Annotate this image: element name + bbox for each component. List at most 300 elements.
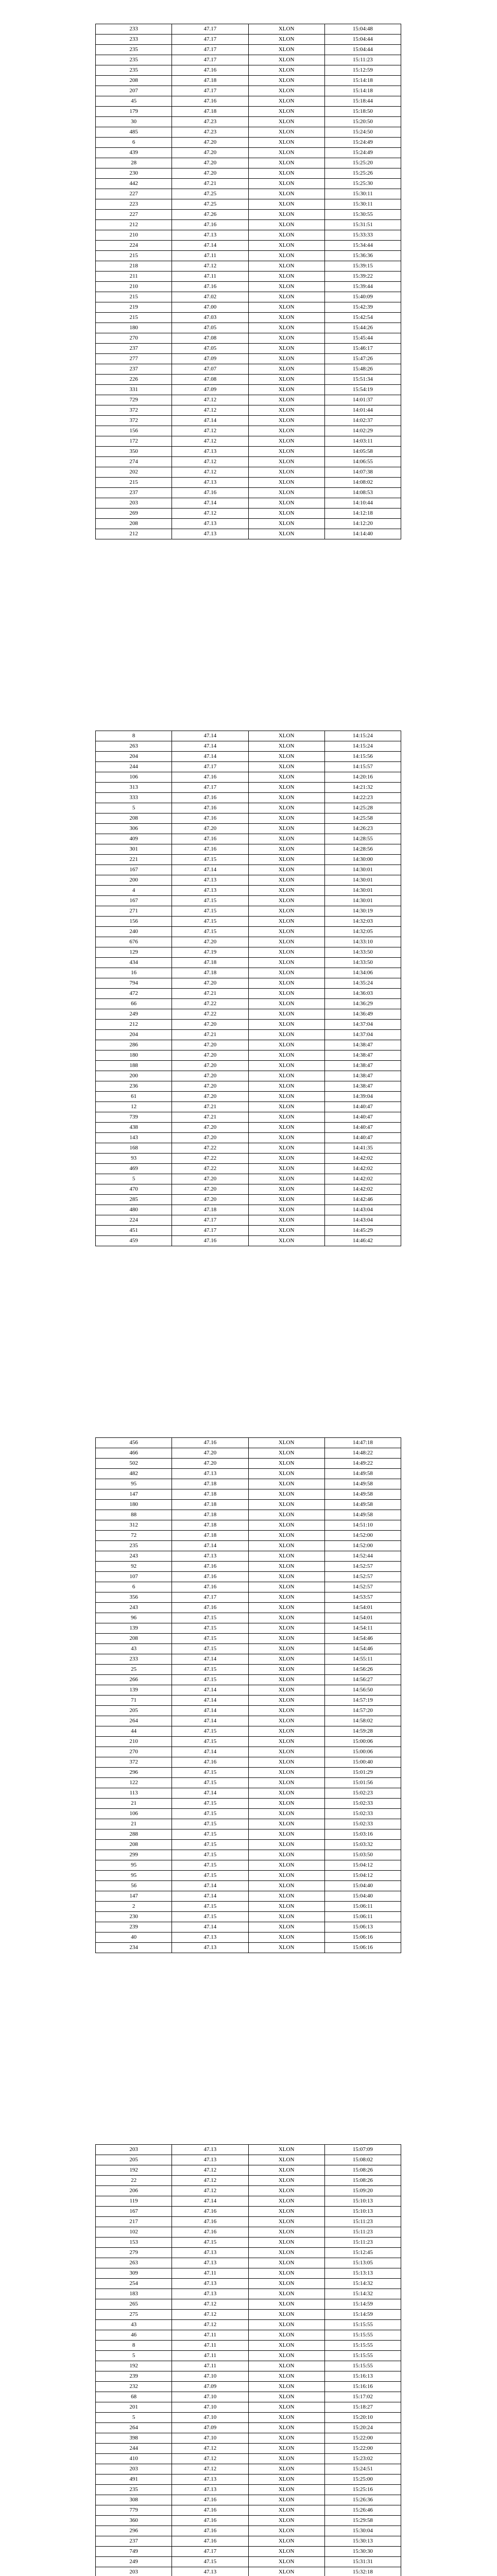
table-row: [96, 354, 401, 364]
venue-cell: XLON: [248, 251, 324, 261]
table-row: [96, 927, 401, 937]
price-cell: 47.09: [172, 2423, 248, 2433]
venue-cell: XLON: [248, 1592, 324, 1603]
volume-cell: 442: [96, 179, 172, 189]
volume-cell: 749: [96, 2547, 172, 2557]
table-row: [96, 2351, 401, 2361]
time-cell: 14:33:10: [324, 937, 401, 947]
price-cell: 47.15: [172, 1871, 248, 1881]
time-cell: 14:49:58: [324, 1500, 401, 1510]
price-cell: 47.14: [172, 1696, 248, 1706]
time-cell: 14:02:29: [324, 426, 401, 436]
price-cell: 47.15: [172, 1860, 248, 1871]
time-cell: 15:25:20: [324, 158, 401, 168]
volume-cell: 215: [96, 292, 172, 302]
volume-cell: 167: [96, 865, 172, 875]
table-row: [96, 1912, 401, 1922]
volume-cell: 676: [96, 937, 172, 947]
time-cell: 14:54:01: [324, 1603, 401, 1613]
venue-cell: XLON: [248, 2330, 324, 2341]
table-row: [96, 2444, 401, 2454]
price-cell: 47.13: [172, 478, 248, 488]
venue-cell: XLON: [248, 1489, 324, 1500]
venue-cell: XLON: [248, 2341, 324, 2351]
venue-cell: XLON: [248, 1623, 324, 1634]
price-cell: 47.15: [172, 1768, 248, 1778]
volume-cell: 230: [96, 168, 172, 179]
venue-cell: XLON: [248, 395, 324, 405]
volume-cell: 308: [96, 2495, 172, 2505]
table-row: [96, 2238, 401, 2248]
venue-cell: XLON: [248, 1613, 324, 1623]
venue-cell: XLON: [248, 1092, 324, 1102]
venue-cell: XLON: [248, 1133, 324, 1143]
volume-cell: 16: [96, 968, 172, 978]
volume-cell: 180: [96, 1500, 172, 1510]
table-row: [96, 855, 401, 865]
volume-cell: 6: [96, 138, 172, 148]
price-cell: 47.16: [172, 814, 248, 824]
time-cell: 15:08:26: [324, 2165, 401, 2176]
venue-cell: XLON: [248, 2444, 324, 2454]
venue-cell: XLON: [248, 1644, 324, 1654]
volume-cell: 244: [96, 2444, 172, 2454]
table-row: [96, 2289, 401, 2299]
price-cell: 47.12: [172, 261, 248, 272]
time-cell: 15:31:51: [324, 220, 401, 230]
venue-cell: XLON: [248, 1112, 324, 1123]
price-cell: 47.20: [172, 1061, 248, 1071]
price-cell: 47.00: [172, 302, 248, 313]
time-cell: 15:03:50: [324, 1850, 401, 1860]
volume-cell: 224: [96, 241, 172, 251]
price-cell: 47.15: [172, 1634, 248, 1644]
volume-cell: 233: [96, 35, 172, 45]
venue-cell: XLON: [248, 1654, 324, 1665]
price-cell: 47.25: [172, 189, 248, 199]
price-cell: 47.21: [172, 989, 248, 999]
price-cell: 47.20: [172, 1195, 248, 1205]
time-cell: 15:15:55: [324, 2330, 401, 2341]
venue-cell: XLON: [248, 2299, 324, 2310]
time-cell: 15:04:44: [324, 45, 401, 55]
volume-cell: 360: [96, 2516, 172, 2526]
volume-cell: 88: [96, 1510, 172, 1520]
volume-cell: 147: [96, 1891, 172, 1902]
venue-cell: XLON: [248, 436, 324, 447]
volume-cell: 102: [96, 2227, 172, 2238]
price-cell: 47.13: [172, 1933, 248, 1943]
price-cell: 47.20: [172, 1092, 248, 1102]
time-cell: 15:39:44: [324, 282, 401, 292]
time-cell: 15:04:40: [324, 1881, 401, 1891]
venue-cell: XLON: [248, 1902, 324, 1912]
time-cell: 15:23:02: [324, 2454, 401, 2464]
time-cell: 15:30:30: [324, 2547, 401, 2557]
venue-cell: XLON: [248, 210, 324, 220]
venue-cell: XLON: [248, 1195, 324, 1205]
table-row: [96, 416, 401, 426]
venue-cell: XLON: [248, 45, 324, 55]
table-row: [96, 1592, 401, 1603]
price-cell: 47.10: [172, 2392, 248, 2402]
table-row: [96, 1572, 401, 1582]
time-cell: 15:03:16: [324, 1829, 401, 1840]
volume-cell: 46: [96, 2330, 172, 2341]
table-row: [96, 364, 401, 375]
venue-cell: XLON: [248, 457, 324, 467]
volume-cell: 183: [96, 2289, 172, 2299]
time-cell: 14:43:04: [324, 1215, 401, 1226]
table-row: [96, 2485, 401, 2495]
venue-cell: XLON: [248, 2413, 324, 2423]
volume-cell: 208: [96, 519, 172, 529]
price-cell: 47.14: [172, 1654, 248, 1665]
table-row: [96, 1195, 401, 1205]
volume-cell: 153: [96, 2238, 172, 2248]
table-row: [96, 1799, 401, 1809]
time-cell: 15:15:55: [324, 2361, 401, 2371]
time-cell: 15:29:58: [324, 2516, 401, 2526]
price-cell: 47.16: [172, 793, 248, 803]
price-cell: 47.02: [172, 292, 248, 302]
volume-cell: 92: [96, 1562, 172, 1572]
price-cell: 47.16: [172, 1572, 248, 1582]
venue-cell: XLON: [248, 1757, 324, 1768]
volume-cell: 459: [96, 1236, 172, 1246]
venue-cell: XLON: [248, 2433, 324, 2444]
venue-cell: XLON: [248, 2392, 324, 2402]
price-cell: 47.15: [172, 1623, 248, 1634]
table-row: [96, 1030, 401, 1040]
volume-cell: 208: [96, 814, 172, 824]
time-cell: 14:56:50: [324, 1685, 401, 1696]
volume-cell: 172: [96, 436, 172, 447]
venue-cell: XLON: [248, 1215, 324, 1226]
price-cell: 47.22: [172, 1143, 248, 1154]
price-cell: 47.14: [172, 1788, 248, 1799]
venue-cell: XLON: [248, 1891, 324, 1902]
time-cell: 14:15:57: [324, 762, 401, 772]
price-cell: 47.22: [172, 999, 248, 1009]
time-cell: 14:30:01: [324, 896, 401, 906]
price-cell: 47.14: [172, 1541, 248, 1551]
venue-cell: XLON: [248, 958, 324, 968]
time-cell: 14:21:32: [324, 783, 401, 793]
volume-cell: 208: [96, 1840, 172, 1850]
table-row: [96, 2547, 401, 2557]
price-cell: 47.12: [172, 2165, 248, 2176]
table-row: [96, 1226, 401, 1236]
table-row: [96, 2341, 401, 2351]
price-cell: 47.15: [172, 1778, 248, 1788]
volume-cell: 466: [96, 1448, 172, 1459]
venue-cell: XLON: [248, 1819, 324, 1829]
time-cell: 14:40:47: [324, 1102, 401, 1112]
time-cell: 14:30:01: [324, 886, 401, 896]
table-row: [96, 803, 401, 814]
venue-cell: XLON: [248, 1829, 324, 1840]
venue-cell: XLON: [248, 2351, 324, 2361]
time-cell: 15:25:26: [324, 168, 401, 179]
volume-cell: 350: [96, 447, 172, 457]
table-row: [96, 1675, 401, 1685]
venue-cell: XLON: [248, 741, 324, 752]
venue-cell: XLON: [248, 875, 324, 886]
price-cell: 47.15: [172, 1613, 248, 1623]
volume-cell: 107: [96, 1572, 172, 1582]
price-cell: 47.18: [172, 1520, 248, 1531]
time-cell: 14:30:00: [324, 855, 401, 865]
table-row: [96, 1623, 401, 1634]
table-row: [96, 220, 401, 230]
venue-cell: XLON: [248, 886, 324, 896]
price-cell: 47.15: [172, 906, 248, 917]
volume-cell: 271: [96, 906, 172, 917]
volume-cell: 205: [96, 1706, 172, 1716]
price-cell: 47.14: [172, 1747, 248, 1757]
volume-cell: 139: [96, 1685, 172, 1696]
price-cell: 47.12: [172, 426, 248, 436]
venue-cell: XLON: [248, 1778, 324, 1788]
table-row: [96, 2299, 401, 2310]
price-cell: 47.13: [172, 230, 248, 241]
venue-cell: XLON: [248, 855, 324, 865]
table-row: [96, 199, 401, 210]
volume-cell: 779: [96, 2505, 172, 2516]
volume-cell: 45: [96, 96, 172, 107]
table-row: [96, 1778, 401, 1788]
price-cell: 47.13: [172, 447, 248, 457]
price-cell: 47.11: [172, 2341, 248, 2351]
table-row: [96, 1706, 401, 1716]
time-cell: 15:04:48: [324, 24, 401, 35]
venue-cell: XLON: [248, 1174, 324, 1184]
time-cell: 14:54:46: [324, 1644, 401, 1654]
table-row: [96, 958, 401, 968]
time-cell: 14:03:11: [324, 436, 401, 447]
time-cell: 15:01:29: [324, 1768, 401, 1778]
price-cell: 47.10: [172, 2402, 248, 2413]
venue-cell: XLON: [248, 364, 324, 375]
price-cell: 47.15: [172, 917, 248, 927]
volume-cell: 25: [96, 1665, 172, 1675]
venue-cell: XLON: [248, 529, 324, 539]
time-cell: 14:51:10: [324, 1520, 401, 1531]
table-row: [96, 1922, 401, 1933]
venue-cell: XLON: [248, 220, 324, 230]
price-cell: 47.18: [172, 1205, 248, 1215]
price-cell: 47.13: [172, 1943, 248, 1953]
table-row: [96, 741, 401, 752]
table-row: [96, 467, 401, 478]
volume-cell: 204: [96, 752, 172, 762]
price-cell: 47.13: [172, 886, 248, 896]
table-row: [96, 1112, 401, 1123]
table-row: [96, 2165, 401, 2176]
venue-cell: XLON: [248, 1716, 324, 1726]
time-cell: 14:49:58: [324, 1479, 401, 1489]
table-row: [96, 1902, 401, 1912]
venue-cell: XLON: [248, 1572, 324, 1582]
venue-cell: XLON: [248, 375, 324, 385]
trade-table: [95, 24, 401, 539]
volume-cell: 215: [96, 313, 172, 323]
venue-cell: XLON: [248, 803, 324, 814]
time-cell: 15:22:00: [324, 2433, 401, 2444]
price-cell: 47.15: [172, 1850, 248, 1860]
table-row: [96, 1562, 401, 1572]
trade-table-page-3: [95, 1437, 401, 1953]
table-row: [96, 498, 401, 509]
table-row: [96, 395, 401, 405]
volume-cell: 210: [96, 282, 172, 292]
venue-cell: XLON: [248, 292, 324, 302]
venue-cell: XLON: [248, 906, 324, 917]
time-cell: 15:30:13: [324, 2536, 401, 2547]
time-cell: 14:38:47: [324, 1040, 401, 1050]
volume-cell: 147: [96, 1489, 172, 1500]
volume-cell: 122: [96, 1778, 172, 1788]
price-cell: 47.11: [172, 251, 248, 261]
time-cell: 14:32:05: [324, 927, 401, 937]
time-cell: 15:04:44: [324, 35, 401, 45]
volume-cell: 5: [96, 2351, 172, 2361]
volume-cell: 226: [96, 375, 172, 385]
table-row: [96, 2155, 401, 2165]
volume-cell: 244: [96, 762, 172, 772]
volume-cell: 470: [96, 1184, 172, 1195]
venue-cell: XLON: [248, 2176, 324, 2186]
table-row: [96, 1531, 401, 1541]
time-cell: 15:31:31: [324, 2557, 401, 2567]
volume-cell: 456: [96, 1438, 172, 1448]
time-cell: 15:13:05: [324, 2258, 401, 2268]
volume-cell: 372: [96, 416, 172, 426]
volume-cell: 212: [96, 220, 172, 230]
time-cell: 14:53:57: [324, 1592, 401, 1603]
venue-cell: XLON: [248, 2155, 324, 2165]
volume-cell: 227: [96, 189, 172, 199]
table-row: [96, 1696, 401, 1706]
table-row: [96, 1871, 401, 1881]
table-row: [96, 772, 401, 783]
price-cell: 47.21: [172, 1030, 248, 1040]
time-cell: 14:08:53: [324, 488, 401, 498]
table-row: [96, 179, 401, 189]
table-row: [96, 2495, 401, 2505]
venue-cell: XLON: [248, 1081, 324, 1092]
time-cell: 15:20:24: [324, 2423, 401, 2433]
volume-cell: 240: [96, 927, 172, 937]
time-cell: 14:42:46: [324, 1195, 401, 1205]
price-cell: 47.15: [172, 1799, 248, 1809]
price-cell: 47.19: [172, 947, 248, 958]
price-cell: 47.14: [172, 2196, 248, 2207]
venue-cell: XLON: [248, 793, 324, 803]
trade-table: [95, 731, 401, 1246]
price-cell: 47.11: [172, 272, 248, 282]
volume-cell: 331: [96, 385, 172, 395]
price-cell: 47.16: [172, 772, 248, 783]
venue-cell: XLON: [248, 272, 324, 282]
table-row: [96, 1850, 401, 1860]
time-cell: 14:52:00: [324, 1531, 401, 1541]
table-row: [96, 1479, 401, 1489]
time-cell: 15:01:56: [324, 1778, 401, 1788]
price-cell: 47.20: [172, 1081, 248, 1092]
volume-cell: 237: [96, 364, 172, 375]
price-cell: 47.12: [172, 2320, 248, 2330]
time-cell: 14:37:04: [324, 1020, 401, 1030]
volume-cell: 212: [96, 529, 172, 539]
venue-cell: XLON: [248, 2238, 324, 2248]
price-cell: 47.13: [172, 2475, 248, 2485]
price-cell: 47.13: [172, 2289, 248, 2299]
time-cell: 14:47:18: [324, 1438, 401, 1448]
table-row: [96, 107, 401, 117]
time-cell: 15:06:13: [324, 1922, 401, 1933]
venue-cell: XLON: [248, 2186, 324, 2196]
price-cell: 47.14: [172, 752, 248, 762]
volume-cell: 296: [96, 2526, 172, 2536]
volume-cell: 249: [96, 1009, 172, 1020]
time-cell: 14:05:58: [324, 447, 401, 457]
venue-cell: XLON: [248, 1154, 324, 1164]
venue-cell: XLON: [248, 731, 324, 741]
time-cell: 15:08:02: [324, 2155, 401, 2165]
table-row: [96, 519, 401, 529]
table-row: [96, 1184, 401, 1195]
time-cell: 14:46:42: [324, 1236, 401, 1246]
venue-cell: XLON: [248, 1531, 324, 1541]
table-row: [96, 333, 401, 344]
volume-cell: 285: [96, 1195, 172, 1205]
time-cell: 14:41:35: [324, 1143, 401, 1154]
table-row: [96, 1061, 401, 1071]
table-row: [96, 230, 401, 241]
volume-cell: 203: [96, 2567, 172, 2576]
time-cell: 15:12:45: [324, 2248, 401, 2258]
price-cell: 47.17: [172, 45, 248, 55]
time-cell: 15:24:49: [324, 148, 401, 158]
volume-cell: 239: [96, 2371, 172, 2382]
volume-cell: 235: [96, 1541, 172, 1551]
time-cell: 15:06:16: [324, 1943, 401, 1953]
venue-cell: XLON: [248, 1469, 324, 1479]
time-cell: 14:49:58: [324, 1469, 401, 1479]
time-cell: 15:15:55: [324, 2320, 401, 2330]
volume-cell: 235: [96, 65, 172, 76]
volume-cell: 313: [96, 783, 172, 793]
table-row: [96, 1613, 401, 1623]
table-row: [96, 1654, 401, 1665]
venue-cell: XLON: [248, 1123, 324, 1133]
price-cell: 47.16: [172, 65, 248, 76]
volume-cell: 210: [96, 230, 172, 241]
price-cell: 47.14: [172, 1891, 248, 1902]
volume-cell: 72: [96, 1531, 172, 1541]
price-cell: 47.17: [172, 24, 248, 35]
table-row: [96, 1634, 401, 1644]
table-row: [96, 478, 401, 488]
price-cell: 47.15: [172, 1829, 248, 1840]
table-row: [96, 1020, 401, 1030]
time-cell: 15:30:55: [324, 210, 401, 220]
venue-cell: XLON: [248, 1850, 324, 1860]
time-cell: 14:57:20: [324, 1706, 401, 1716]
venue-cell: XLON: [248, 1541, 324, 1551]
